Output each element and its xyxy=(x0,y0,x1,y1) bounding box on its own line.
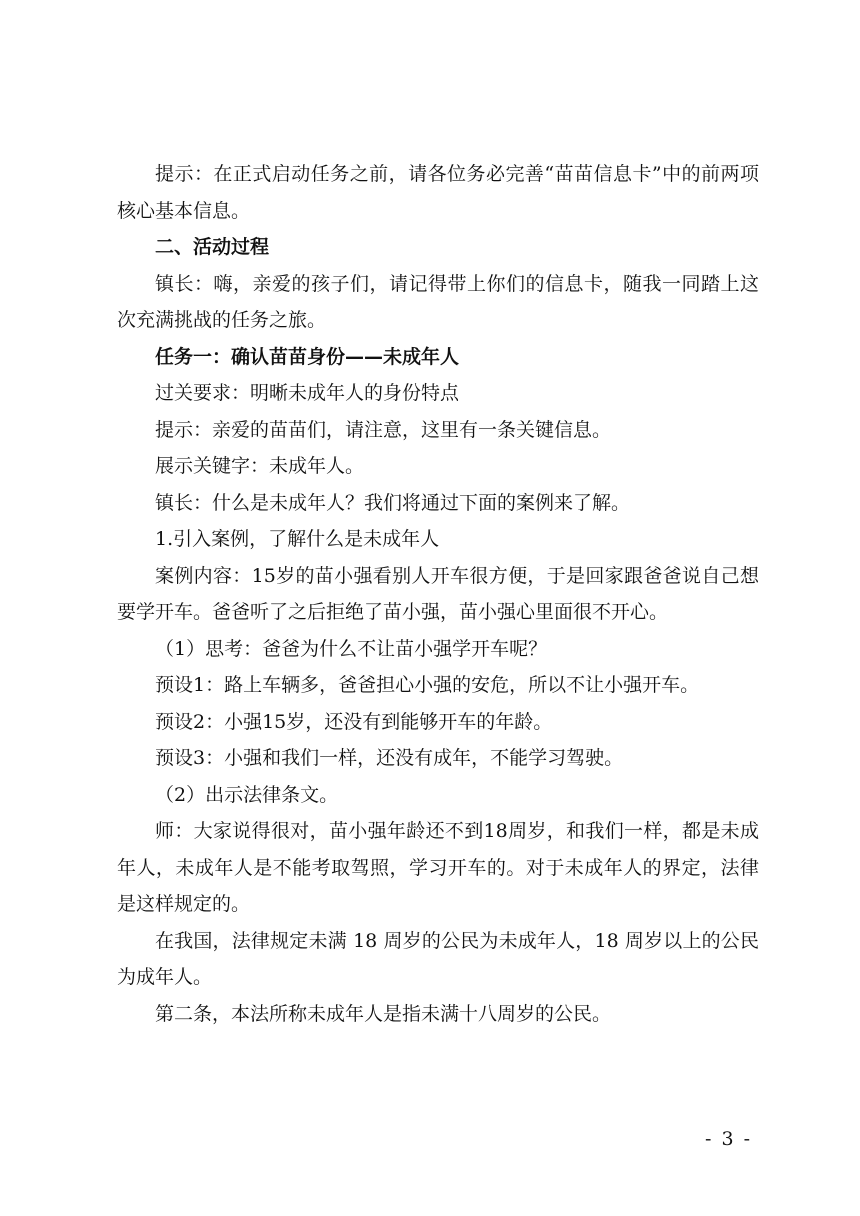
paragraph-hint-key-info: 提示：亲爱的苗苗们，请注意，这里有一条关键信息。 xyxy=(155,418,612,441)
paragraph-preset-2: 预设2：小强15岁，还没有到能够开车的年龄。 xyxy=(155,710,553,733)
page-number: - 3 - xyxy=(704,1128,752,1150)
document-body xyxy=(117,156,759,1032)
paragraph-preset-3: 预设3：小强和我们一样，还没有成年，不能学习驾驶。 xyxy=(155,747,624,769)
paragraph-teacher-explain: 师：大家说得很对，苗小强年龄还不到18周岁，和我们一样，都是未成年人，未成年人是不能考取驾照，学习开车的。对于未成年人的界定，法律是这样规定的。 xyxy=(117,820,759,915)
section-heading-activity-process: 二、活动过程 xyxy=(155,236,270,258)
paragraph-mayor-question: 镇长：什么是未成年人？我们将通过下面的案例来了解。 xyxy=(155,491,631,514)
paragraph-show-keyword: 展示关键字：未成年人。 xyxy=(155,455,365,477)
paragraph-pass-requirement: 过关要求：明晰未成年人的身份特点 xyxy=(155,382,460,404)
paragraph-article-two: 第二条，本法所称未成年人是指未满十八周岁的公民。 xyxy=(155,1002,612,1025)
paragraph-mayor-greeting: 镇长：嗨，亲爱的孩子们，请记得带上你们的信息卡，随我一同踏上这次充满挑战的任务之旅。 xyxy=(117,272,759,331)
paragraph-law-definition: 在我国，法律规定未满 18 周岁的公民为未成年人，18 周岁以上的公民为成年人。 xyxy=(117,929,759,988)
paragraph-show-law: （2）出示法律条文。 xyxy=(155,783,339,806)
task-one-heading: 任务一：确认苗苗身份——未成年人 xyxy=(155,345,460,368)
paragraph-preset-1: 预设1：路上车辆多，爸爸担心小强的安危，所以不让小强开车。 xyxy=(155,674,700,696)
paragraph-case-intro: 1.引入案例，了解什么是未成年人 xyxy=(155,528,440,550)
paragraph-case-content: 案例内容：15岁的苗小强看别人开车很方便，于是回家跟爸爸说自己想要学开车。爸爸听了之后拒绝了苗小强，苗小强心里面很不开心。 xyxy=(117,564,759,623)
paragraph-hint-info-card: 提示：在正式启动任务之前，请各位务必完善“苗苗信息卡”中的前两项核心基本信息。 xyxy=(117,163,759,222)
paragraph-think-question: （1）思考：爸爸为什么不让苗小强学开车呢？ xyxy=(155,637,548,660)
